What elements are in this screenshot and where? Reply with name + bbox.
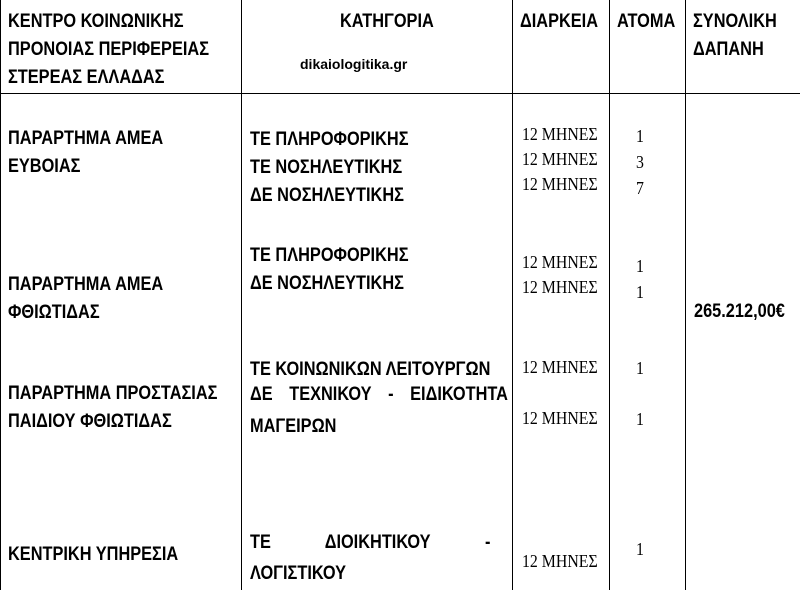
header-persons: ΑΤΟΜΑ bbox=[617, 11, 676, 32]
row-1-persons-2: 3 bbox=[636, 152, 644, 172]
column-divider bbox=[512, 0, 513, 590]
row-1-category-3: ΔΕ ΝΟΣΗΛΕΥΤΙΚΗΣ bbox=[250, 185, 404, 206]
column-divider bbox=[685, 0, 686, 590]
column-divider bbox=[609, 0, 610, 590]
row-4-duration-1: 12 ΜΗΝΕΣ bbox=[522, 551, 598, 571]
header-org-line-1: ΚΕΝΤΡΟ ΚΟΙΝΩΝΙΚΗΣ bbox=[8, 11, 184, 32]
row-2-unit-line-2: ΦΘΙΩΤΙΔΑΣ bbox=[8, 302, 100, 323]
row-1-category-1: ΤΕ ΠΛΗΡΟΦΟΡΙΚΗΣ bbox=[250, 129, 409, 150]
row-3-unit-line-1: ΠΑΡΑΡΤΗΜΑ ΠΡΟΣΤΑΣΙΑΣ bbox=[8, 383, 218, 404]
row-2-category-1: ΤΕ ΠΛΗΡΟΦΟΡΙΚΗΣ bbox=[250, 245, 409, 266]
row-2-category-2: ΔΕ ΝΟΣΗΛΕΥΤΙΚΗΣ bbox=[250, 273, 404, 294]
row-2-duration-1: 12 ΜΗΝΕΣ bbox=[522, 252, 598, 272]
column-divider bbox=[241, 0, 242, 590]
row-1-category-2: ΤΕ ΝΟΣΗΛΕΥΤΙΚΗΣ bbox=[250, 157, 403, 178]
row-1-unit-line-2: ΕΥΒΟΙΑΣ bbox=[8, 156, 81, 177]
row-2-persons-1: 1 bbox=[636, 256, 644, 276]
row-4-unit-line-1: ΚΕΝΤΡΙΚΗ ΥΠΗΡΕΣΙΑ bbox=[8, 544, 179, 565]
row-4-category-2: ΛΟΓΙΣΤΙΚΟΥ bbox=[250, 563, 347, 584]
row-1-persons-1: 1 bbox=[636, 126, 644, 146]
row-3-persons-2: 1 bbox=[636, 409, 644, 429]
row-4-category-1 bbox=[250, 532, 505, 554]
header-total-line-1: ΣΥΝΟΛΙΚΗ bbox=[693, 11, 777, 32]
watermark: dikaiologitika.gr bbox=[300, 56, 408, 72]
total-cost: 265.212,00€ bbox=[694, 301, 785, 322]
row-3-duration-1: 12 ΜΗΝΕΣ bbox=[522, 357, 598, 377]
header-org-line-3: ΣΤΕΡΕΑΣ ΕΛΛΑΔΑΣ bbox=[8, 67, 165, 88]
row-4-persons-1: 1 bbox=[636, 539, 644, 559]
row-3-category-3: ΜΑΓΕΙΡΩΝ bbox=[250, 416, 337, 437]
row-2-persons-2: 1 bbox=[636, 282, 644, 302]
row-3-category-2 bbox=[250, 384, 508, 406]
column-divider bbox=[0, 0, 1, 590]
row-3-persons-1: 1 bbox=[636, 358, 644, 378]
row-2-duration-2: 12 ΜΗΝΕΣ bbox=[522, 277, 598, 297]
row-4-category-1-text: ΤΕ ΔΙΟΙΚΗΤΙΚΟΥ - bbox=[250, 532, 491, 553]
header-divider bbox=[0, 93, 800, 94]
row-3-duration-2: 12 ΜΗΝΕΣ bbox=[522, 408, 598, 428]
row-1-duration-2: 12 ΜΗΝΕΣ bbox=[522, 149, 598, 169]
row-1-duration-1: 12 ΜΗΝΕΣ bbox=[522, 124, 598, 144]
header-category: ΚΑΤΗΓΟΡΙΑ bbox=[340, 11, 434, 32]
header-duration: ΔΙΑΡΚΕΙΑ bbox=[520, 11, 599, 32]
header-total-line-2: ΔΑΠΑΝΗ bbox=[693, 39, 764, 60]
row-2-unit-line-1: ΠΑΡΑΡΤΗΜΑ ΑΜΕΑ bbox=[8, 274, 164, 295]
row-1-persons-3: 7 bbox=[636, 178, 644, 198]
row-1-unit-line-1: ΠΑΡΑΡΤΗΜΑ ΑΜΕΑ bbox=[8, 128, 164, 149]
row-1-duration-3: 12 ΜΗΝΕΣ bbox=[522, 174, 598, 194]
row-3-unit-line-2: ΠΑΙΔΙΟΥ ΦΘΙΩΤΙΔΑΣ bbox=[8, 411, 172, 432]
header-org-line-2: ΠΡΟΝΟΙΑΣ ΠΕΡΙΦΕΡΕΙΑΣ bbox=[8, 39, 209, 60]
row-3-category-2-text: ΔΕ ΤΕΧΝΙΚΟΥ - ΕΙΔΙΚΟΤΗΤΑ bbox=[250, 384, 508, 405]
row-3-category-1: ΤΕ ΚΟΙΝΩΝΙΚΩΝ ΛΕΙΤΟΥΡΓΩΝ bbox=[250, 359, 491, 380]
